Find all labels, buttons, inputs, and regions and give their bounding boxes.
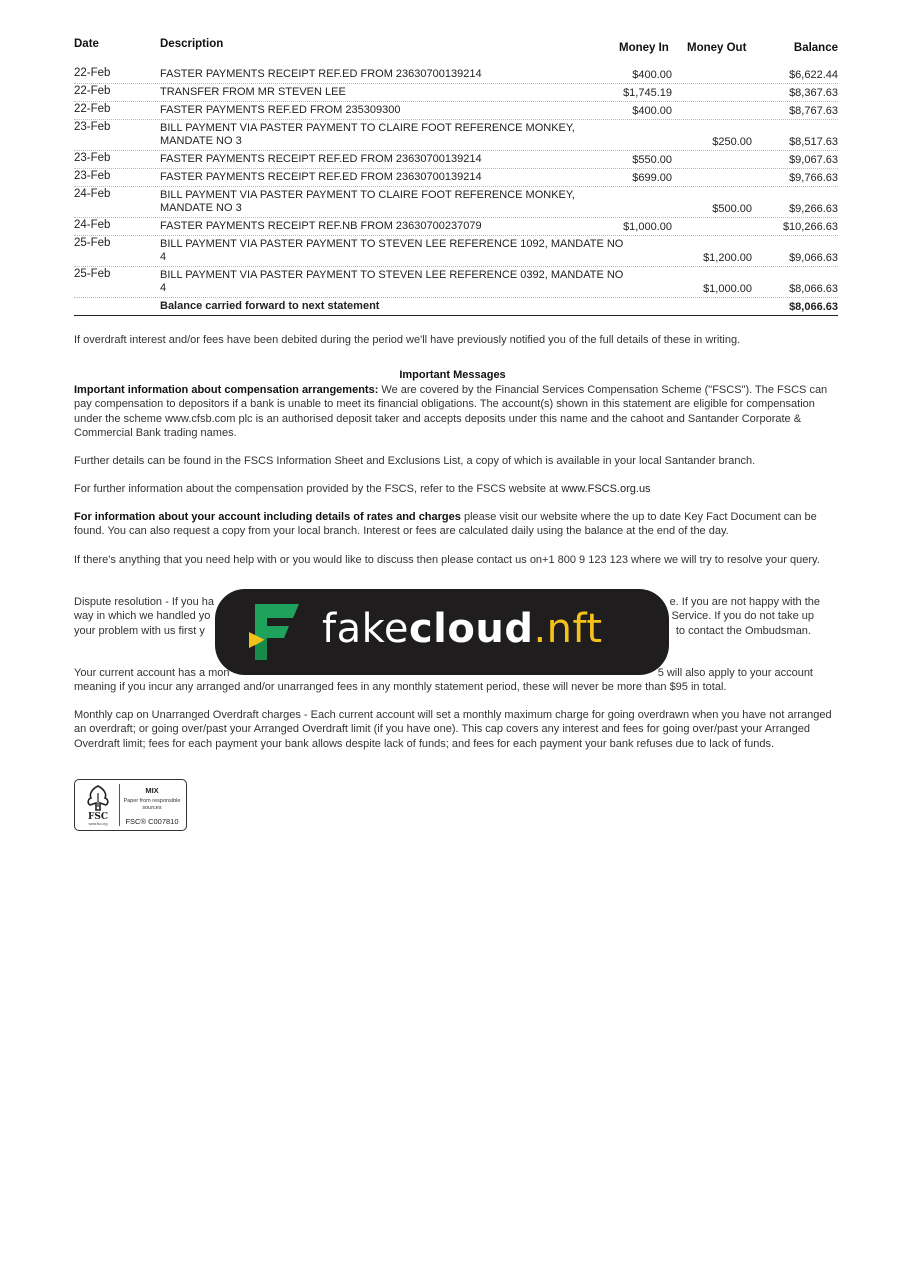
- watermark-text-tld: .nft: [533, 606, 603, 652]
- fsc-paper-text: Paper from responsible sources: [123, 798, 181, 811]
- row-description: BILL PAYMENT VIA PASTER PAYMENT TO CLAIRE FOOT REFERENCE MONKEY, MANDATE NO 3: [160, 189, 575, 214]
- row-description: BILL PAYMENT VIA PASTER PAYMENT TO CLAIRE FOOT REFERENCE MONKEY, MANDATE NO 3: [160, 122, 575, 147]
- row-balance: $8,066.63: [789, 283, 838, 295]
- dispute-line3-right: to contact the Ombudsman.: [675, 624, 811, 637]
- table-row: [74, 218, 838, 236]
- help-paragraph: If there's anything that you need help with or you would like to discuss then please contact us on+1 800 9 123 123 where we will try to resolve your query.: [74, 554, 820, 566]
- row-description: BILL PAYMENT VIA PASTER PAYMENT TO STEVEN LEE REFERENCE 1092, MANDATE NO 4: [160, 238, 624, 263]
- header-money-in: Money In: [619, 42, 669, 54]
- row-money-in: $400.00: [632, 69, 672, 81]
- row-date: 24-Feb: [74, 219, 111, 231]
- overdraft-note: If overdraft interest and/or fees have been debited during the period we'll have previously notified you of the full details of these in writing.: [74, 334, 741, 346]
- fsc-code: FSC® C007810: [125, 817, 179, 826]
- table-row: [74, 151, 838, 169]
- table-row: [74, 267, 838, 298]
- watermark-text: [322, 606, 603, 652]
- row-money-in: $400.00: [632, 105, 672, 117]
- cap-line1-left: Your current account has a mon: [74, 667, 230, 679]
- row-date: 24-Feb: [74, 188, 111, 200]
- fsc-logo: [74, 779, 187, 831]
- table-header: [74, 38, 838, 60]
- row-date: 22-Feb: [74, 67, 111, 79]
- table-row: [74, 120, 838, 151]
- cap-line2: meaning if you incur any arranged and/or unarranged fees in any monthly statement period, these will never be more than $95 in total.: [74, 681, 727, 694]
- carried-forward-row: [74, 298, 838, 316]
- row-balance: $9,766.63: [789, 172, 838, 184]
- row-balance: $9,266.63: [789, 203, 838, 215]
- row-money-out: $500.00: [712, 203, 752, 215]
- row-money-in: $1,745.19: [623, 87, 672, 99]
- further-details-paragraph: Further details can be found in the FSCS Information Sheet and Exclusions List, a copy of which is available in your local Santander branch.: [74, 455, 756, 467]
- row-money-in: $699.00: [632, 172, 672, 184]
- row-date: 22-Feb: [74, 103, 111, 115]
- row-balance: $8,767.63: [789, 105, 838, 117]
- row-description: TRANSFER FROM MR STEVEN LEE: [160, 86, 346, 98]
- monthly-cap-paragraph: Monthly cap on Unarranged Overdraft charges - Each current account will set a monthly maximum charge for going overdrawn when you have not arranged an overdraft; or going over/past your Arranged Overdraft limit (if you have one). This cap covers any interest and fees for going over/past your Arranged Overdraft limit; fees for each payment your bank allows despite lack of funds; and fees for each payment your bank refuses due to lack of funds.: [74, 709, 832, 750]
- row-description: FASTER PAYMENTS RECEIPT REF.ED FROM 23630700139214: [160, 68, 482, 80]
- fsc-tree-icon: [79, 783, 117, 827]
- row-money-out: $1,000.00: [703, 283, 752, 295]
- row-description: FASTER PAYMENTS RECEIPT REF.ED FROM 23630700139214: [160, 171, 482, 183]
- row-balance: $10,266.63: [782, 221, 838, 233]
- dispute-line1-right: e. If you are not happy with the: [669, 596, 820, 608]
- row-date: 25-Feb: [74, 237, 111, 249]
- header-description: Description: [160, 38, 224, 50]
- fakecloud-f-icon: [247, 602, 305, 662]
- row-description: FASTER PAYMENTS RECEIPT REF.ED FROM 23630700139214: [160, 153, 482, 165]
- table-row: [74, 169, 838, 187]
- row-date: 23-Feb: [74, 152, 111, 164]
- dispute-line3-left: your problem with us first y: [74, 624, 205, 637]
- row-description: FASTER PAYMENTS RECEIPT REF.NB FROM 23630700237079: [160, 220, 482, 232]
- further-info-text: For further information about the compensation provided by the FSCS, refer to the FSCS website at: [74, 483, 562, 495]
- carried-forward-balance: $8,066.63: [789, 301, 838, 313]
- header-date: Date: [74, 38, 99, 50]
- row-balance: $6,622.44: [789, 69, 838, 81]
- row-balance: $9,067.63: [789, 154, 838, 166]
- fsc-site-text: www.fsc.org: [88, 822, 108, 826]
- header-balance: Balance: [793, 42, 838, 54]
- fsc-divider: [119, 784, 120, 826]
- cap-line1-right: 5 will also apply to your account: [657, 667, 813, 679]
- watermark-text-bold: cloud: [408, 606, 534, 652]
- row-date: 22-Feb: [74, 85, 111, 97]
- table-row: [74, 102, 838, 120]
- rates-heading: For information about your account including details of rates and charges: [74, 511, 461, 523]
- dispute-line2-left: way in which we handled yo: [74, 610, 211, 623]
- table-row: [74, 66, 838, 84]
- rates-paragraph: [74, 510, 836, 539]
- fakecloud-watermark: [215, 589, 669, 675]
- fsc-mark-text: FSC: [87, 812, 109, 822]
- rates-body: please visit our website where the up to date Key Fact Document can be found. You can also request a copy from your local branch. Interest or fees are calculated daily using the balance at the end of the day.: [74, 511, 817, 538]
- row-balance: $9,066.63: [789, 252, 838, 264]
- important-messages-title: Important Messages: [399, 369, 506, 381]
- row-date: 25-Feb: [74, 268, 111, 280]
- dispute-line1-left: Dispute resolution - If you ha: [74, 596, 215, 608]
- compensation-heading: Important information about compensation arrangements:: [74, 384, 379, 396]
- transactions-table: [74, 66, 838, 316]
- table-row: [74, 236, 838, 267]
- row-money-out: $1,200.00: [703, 252, 752, 264]
- further-info-paragraph: [74, 482, 836, 496]
- compensation-paragraph: [74, 383, 836, 440]
- row-money-out: $250.00: [712, 136, 752, 148]
- watermark-text-light: fake: [322, 606, 409, 652]
- fscs-link[interactable]: www.FSCS.org.us: [561, 483, 651, 495]
- header-money-out: Money Out: [687, 42, 747, 54]
- table-row: [74, 187, 838, 218]
- dispute-line2-right: Service. If you do not take up: [671, 610, 814, 623]
- row-balance: $8,517.63: [789, 136, 838, 148]
- table-row: [74, 84, 838, 102]
- compensation-body: We are covered by the Financial Services Compensation Scheme ("FSCS"). The FSCS can pay compensation to depositors if a bank is unable to meet its financial obligations. The account(s) shown in this statement are eligible for compensation under the scheme www.cfsb.com plc is an authorised deposit taker and accepts deposits under this name and the cahoot and Santander Corporate & Commercial Bank trading names.: [74, 384, 828, 439]
- row-money-in: $1,000.00: [623, 221, 672, 233]
- row-description: BILL PAYMENT VIA PASTER PAYMENT TO STEVEN LEE REFERENCE 0392, MANDATE NO 4: [160, 269, 624, 294]
- row-date: 23-Feb: [74, 121, 111, 133]
- carried-forward-label: Balance carried forward to next statement: [160, 300, 380, 312]
- row-description: FASTER PAYMENTS REF.ED FROM 235309300: [160, 104, 401, 116]
- row-balance: $8,367.63: [789, 87, 838, 99]
- row-date: 23-Feb: [74, 170, 111, 182]
- fsc-mix: MIX: [145, 786, 159, 795]
- row-money-in: $550.00: [632, 154, 672, 166]
